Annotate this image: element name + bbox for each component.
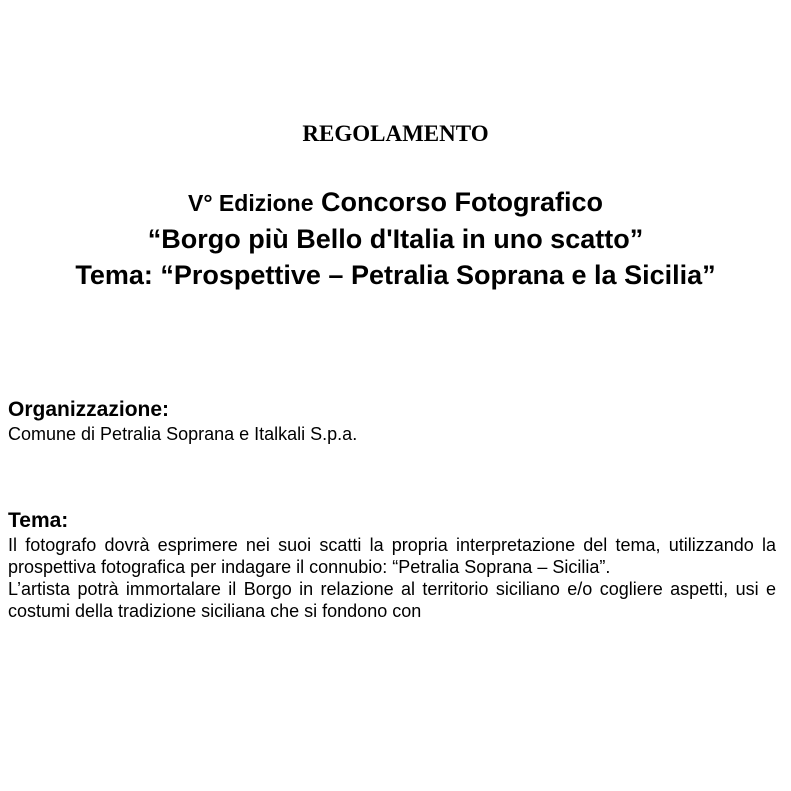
heading-edition-rest: Concorso Fotografico [313, 187, 603, 217]
section-tema [8, 508, 776, 622]
heading-contest-name: “Borgo più Bello d'Italia in uno scatto” [147, 224, 644, 254]
heading-edition-prefix: V° Edizione [188, 190, 314, 216]
heading-edition-line [0, 184, 791, 221]
section-label-organizzazione: Organizzazione: [8, 398, 170, 421]
tema-paragraph-1: Il fotografo dovrà esprimere nei suoi scatti la propria interpretazione del tema, utilizzando la prospettiva fotografica per indagare il connubio: “Petralia Soprana – Sicilia”. [8, 535, 776, 577]
section-text-organizzazione: Comune di Petralia Soprana e Italkali S.p.a. [8, 424, 358, 444]
section-organizzazione [8, 397, 776, 445]
section-label-tema: Tema: [8, 509, 69, 532]
contest-heading [0, 184, 791, 293]
document-title: REGOLAMENTO [302, 121, 489, 146]
tema-paragraph-2: L’artista potrà immortalare il Borgo in relazione al territorio siciliano e/o cogliere aspetti, usi e costumi della tradizione siciliana che si fondono con [8, 579, 776, 621]
page-crop-edge [0, 666, 791, 791]
heading-theme-line: Tema: “Prospettive – Petralia Soprana e la Sicilia” [75, 260, 716, 290]
